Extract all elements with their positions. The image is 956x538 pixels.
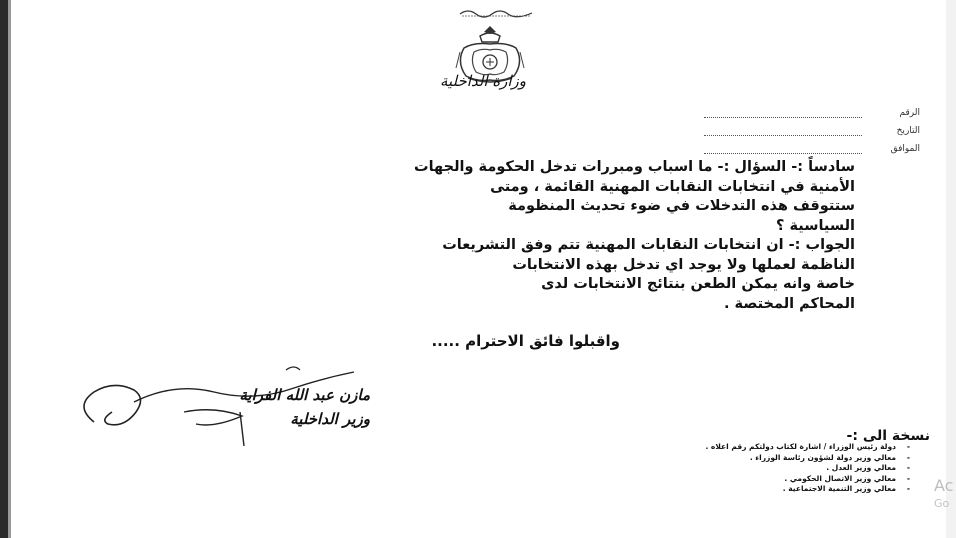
letter-body [150,158,855,314]
window-left-edge [0,0,8,538]
copy-recipient: - دولة رئيس الوزراء / اشارة لكتاب دولتكم رقم اعلاه . [640,442,910,453]
question-line: ستتوقف هذه التدخلات في ضوء تحديث المنظومة [508,198,855,214]
signatory-name: مازن عبد الله الفراية [239,386,370,404]
answer-line: خاصة وانه يمكن الطعن بنتائج الانتخابات لدى [541,276,855,292]
reference-fields [700,100,920,154]
reference-number-label: الرقم [899,108,920,118]
copy-recipient: - معالي وزير دولة لشؤون رئاسة الوزراء . [640,453,910,464]
answer-line: الناظمة لعملها ولا يوجد اي تدخل بهذه الانتخابات [512,256,855,273]
closing-salutation: واقبلوا فائق الاحترام ..... [431,332,620,350]
copies-list [640,442,910,495]
answer-line: الجواب :- ان انتخابات النقابات المهنية تتم وفق التشريعات [442,237,855,253]
question-paragraph [150,158,855,236]
question-line: سادساً :- السؤال :- ما اسباب ومبررات تدخل الحكومة والجهات [414,159,855,175]
answer-line: المحاكم المختصة . [723,295,855,312]
copy-recipient: - معالي وزير التنمية الاجتماعية . [640,484,910,495]
activation-watermark-subtitle: Go [934,497,950,510]
dotted-line [704,125,862,136]
reference-number-row [700,100,920,118]
activation-watermark-title: Ac [934,476,954,495]
signatory-title: وزير الداخلية [290,410,370,428]
copy-recipient: - معالي وزير العدل . [640,463,910,474]
copies-heading: نسخة الى :- [846,428,930,444]
reference-date-label: التاريخ [896,126,920,136]
copy-recipient: - معالي وزير الاتصال الحكومي . [640,474,910,485]
window-right-edge [945,0,956,538]
question-line: السياسية ؟ [776,217,855,234]
handwritten-signature [64,362,364,454]
ministry-name: وزارة الداخلية [439,72,527,90]
dotted-line [704,107,862,118]
reference-corresponding-label: الموافق [890,144,920,154]
reference-date-row [700,118,920,136]
answer-paragraph [150,236,855,314]
reference-corresponding-row [700,136,920,154]
dotted-line [704,143,862,154]
royal-header-mark [456,4,536,20]
question-line: الأمنية في انتخابات النقابات المهنية القائمة ، ومتى [490,178,855,195]
